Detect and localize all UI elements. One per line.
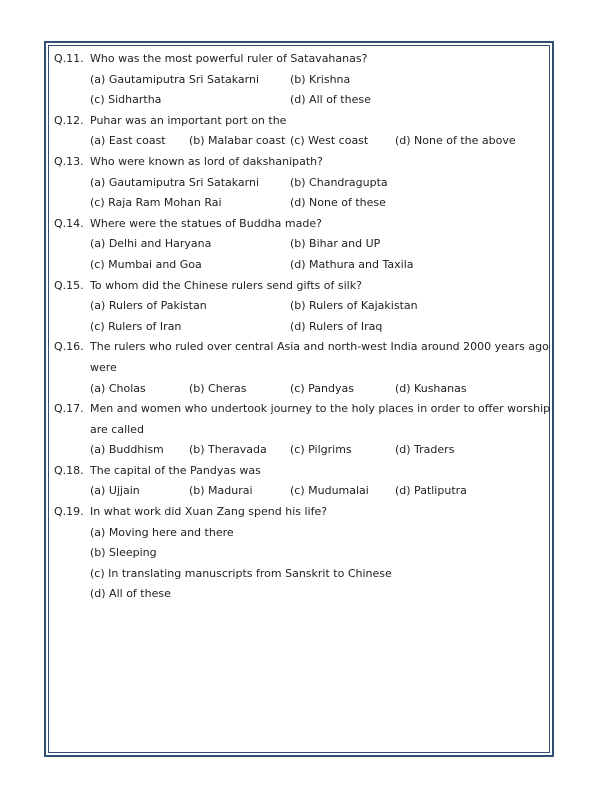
question-block [54, 399, 551, 461]
question-row [54, 214, 544, 235]
options-row [54, 255, 544, 276]
answer-option: (c) Sidhartha [90, 93, 162, 107]
answer-option: (a) Ujjain [90, 484, 140, 498]
answer-option: (c) In translating manuscripts from Sanskrit to Chinese [90, 566, 392, 580]
answer-option: (a) Gautamiputra Sri Satakarni [90, 175, 260, 189]
question-text: To whom did the Chinese rulers send gifts of silk? [90, 278, 362, 292]
answer-option: (a) Delhi and Haryana [90, 237, 212, 251]
answer-option: (c) Mudumalai [290, 484, 369, 498]
question-text: Where were the statues of Buddha made? [90, 216, 322, 230]
answer-option: (d) Patliputra [395, 484, 467, 498]
answer-option: (a) Gautamiputra Sri Satakarni [90, 72, 260, 86]
answer-option: (c) Raja Ram Mohan Rai [90, 196, 222, 210]
question-continuation-row [54, 358, 544, 379]
options-row [54, 193, 544, 214]
question-text: Who were known as lord of dakshanipath? [90, 154, 323, 168]
answer-option: (a) Cholas [90, 381, 146, 395]
question-text: The rulers who ruled over central Asia and north-west India around 2000 years ago [90, 340, 549, 354]
options-row [54, 90, 544, 111]
question-text: were [90, 360, 117, 374]
question-block [54, 276, 544, 338]
answer-option: (d) Rulers of Iraq [290, 319, 383, 333]
question-number: Q.12. [54, 113, 84, 127]
answer-option: (d) All of these [90, 587, 171, 601]
question-list [54, 49, 551, 605]
question-number: Q.16. [54, 340, 84, 354]
options-row [54, 296, 544, 317]
question-text: The capital of the Pandyas was [90, 463, 261, 477]
answer-option: (d) None of the above [395, 134, 516, 148]
question-text: Who was the most powerful ruler of Satavahanas? [90, 52, 368, 65]
options-row [54, 543, 544, 564]
question-text: are called [90, 422, 144, 436]
question-block [54, 49, 544, 111]
options-row [54, 584, 544, 605]
question-row [54, 152, 544, 173]
question-number: Q.17. [54, 402, 84, 416]
question-block [54, 111, 544, 152]
answer-option: (c) Mumbai and Goa [90, 257, 202, 271]
question-block [54, 152, 544, 214]
answer-option: (b) Madurai [189, 484, 253, 498]
question-row [54, 461, 544, 482]
answer-option: (c) West coast [290, 134, 369, 148]
options-row [54, 523, 544, 544]
answer-option: (b) Rulers of Kajakistan [290, 299, 418, 313]
options-row [54, 481, 544, 502]
question-row [54, 337, 549, 358]
answer-option: (c) Pandyas [290, 381, 354, 395]
question-number: Q.18. [54, 463, 84, 477]
options-row [54, 131, 544, 152]
answer-option: (b) Malabar coast [189, 134, 286, 148]
question-text: In what work did Xuan Zang spend his life? [90, 505, 328, 519]
answer-option: (b) Sleeping [90, 546, 157, 560]
question-row [54, 502, 544, 523]
question-number: Q.14. [54, 216, 84, 230]
options-row [54, 564, 544, 585]
question-text: Men and women who undertook journey to the holy places in order to offer worship [90, 402, 551, 416]
answer-option: (b) Cheras [189, 381, 247, 395]
question-continuation-row [54, 420, 544, 441]
question-block [54, 461, 544, 502]
answer-option: (d) Kushanas [395, 381, 467, 395]
answer-option: (a) Rulers of Pakistan [90, 299, 207, 313]
answer-option: (b) Krishna [290, 72, 351, 86]
options-row [54, 317, 544, 338]
answer-option: (c) Rulers of Iran [90, 319, 182, 333]
answer-option: (d) Mathura and Taxila [290, 257, 414, 271]
question-number: Q.19. [54, 505, 84, 519]
answer-option: (b) Chandragupta [290, 175, 388, 189]
answer-option: (b) Bihar and UP [290, 237, 381, 251]
answer-option: (a) Moving here and there [90, 525, 234, 539]
options-row [54, 234, 544, 255]
question-row [54, 276, 544, 297]
answer-option: (c) Pilgrims [290, 443, 352, 457]
question-number: Q.15. [54, 278, 84, 292]
question-row [54, 399, 551, 420]
answer-option: (a) East coast [90, 134, 166, 148]
options-row [54, 379, 544, 400]
options-row [54, 440, 544, 461]
question-number: Q.13. [54, 154, 84, 168]
question-row [54, 111, 544, 132]
answer-option: (d) All of these [290, 93, 371, 107]
answer-option: (b) Theravada [189, 443, 267, 457]
question-block [54, 214, 544, 276]
options-row [54, 70, 544, 91]
question-block [54, 337, 549, 399]
answer-option: (d) None of these [290, 196, 386, 210]
answer-option: (d) Traders [395, 443, 455, 457]
question-number: Q.11. [54, 52, 84, 65]
question-block [54, 502, 544, 605]
question-row [54, 49, 544, 70]
options-row [54, 173, 544, 194]
question-text: Puhar was an important port on the [90, 113, 287, 127]
answer-option: (a) Buddhism [90, 443, 164, 457]
